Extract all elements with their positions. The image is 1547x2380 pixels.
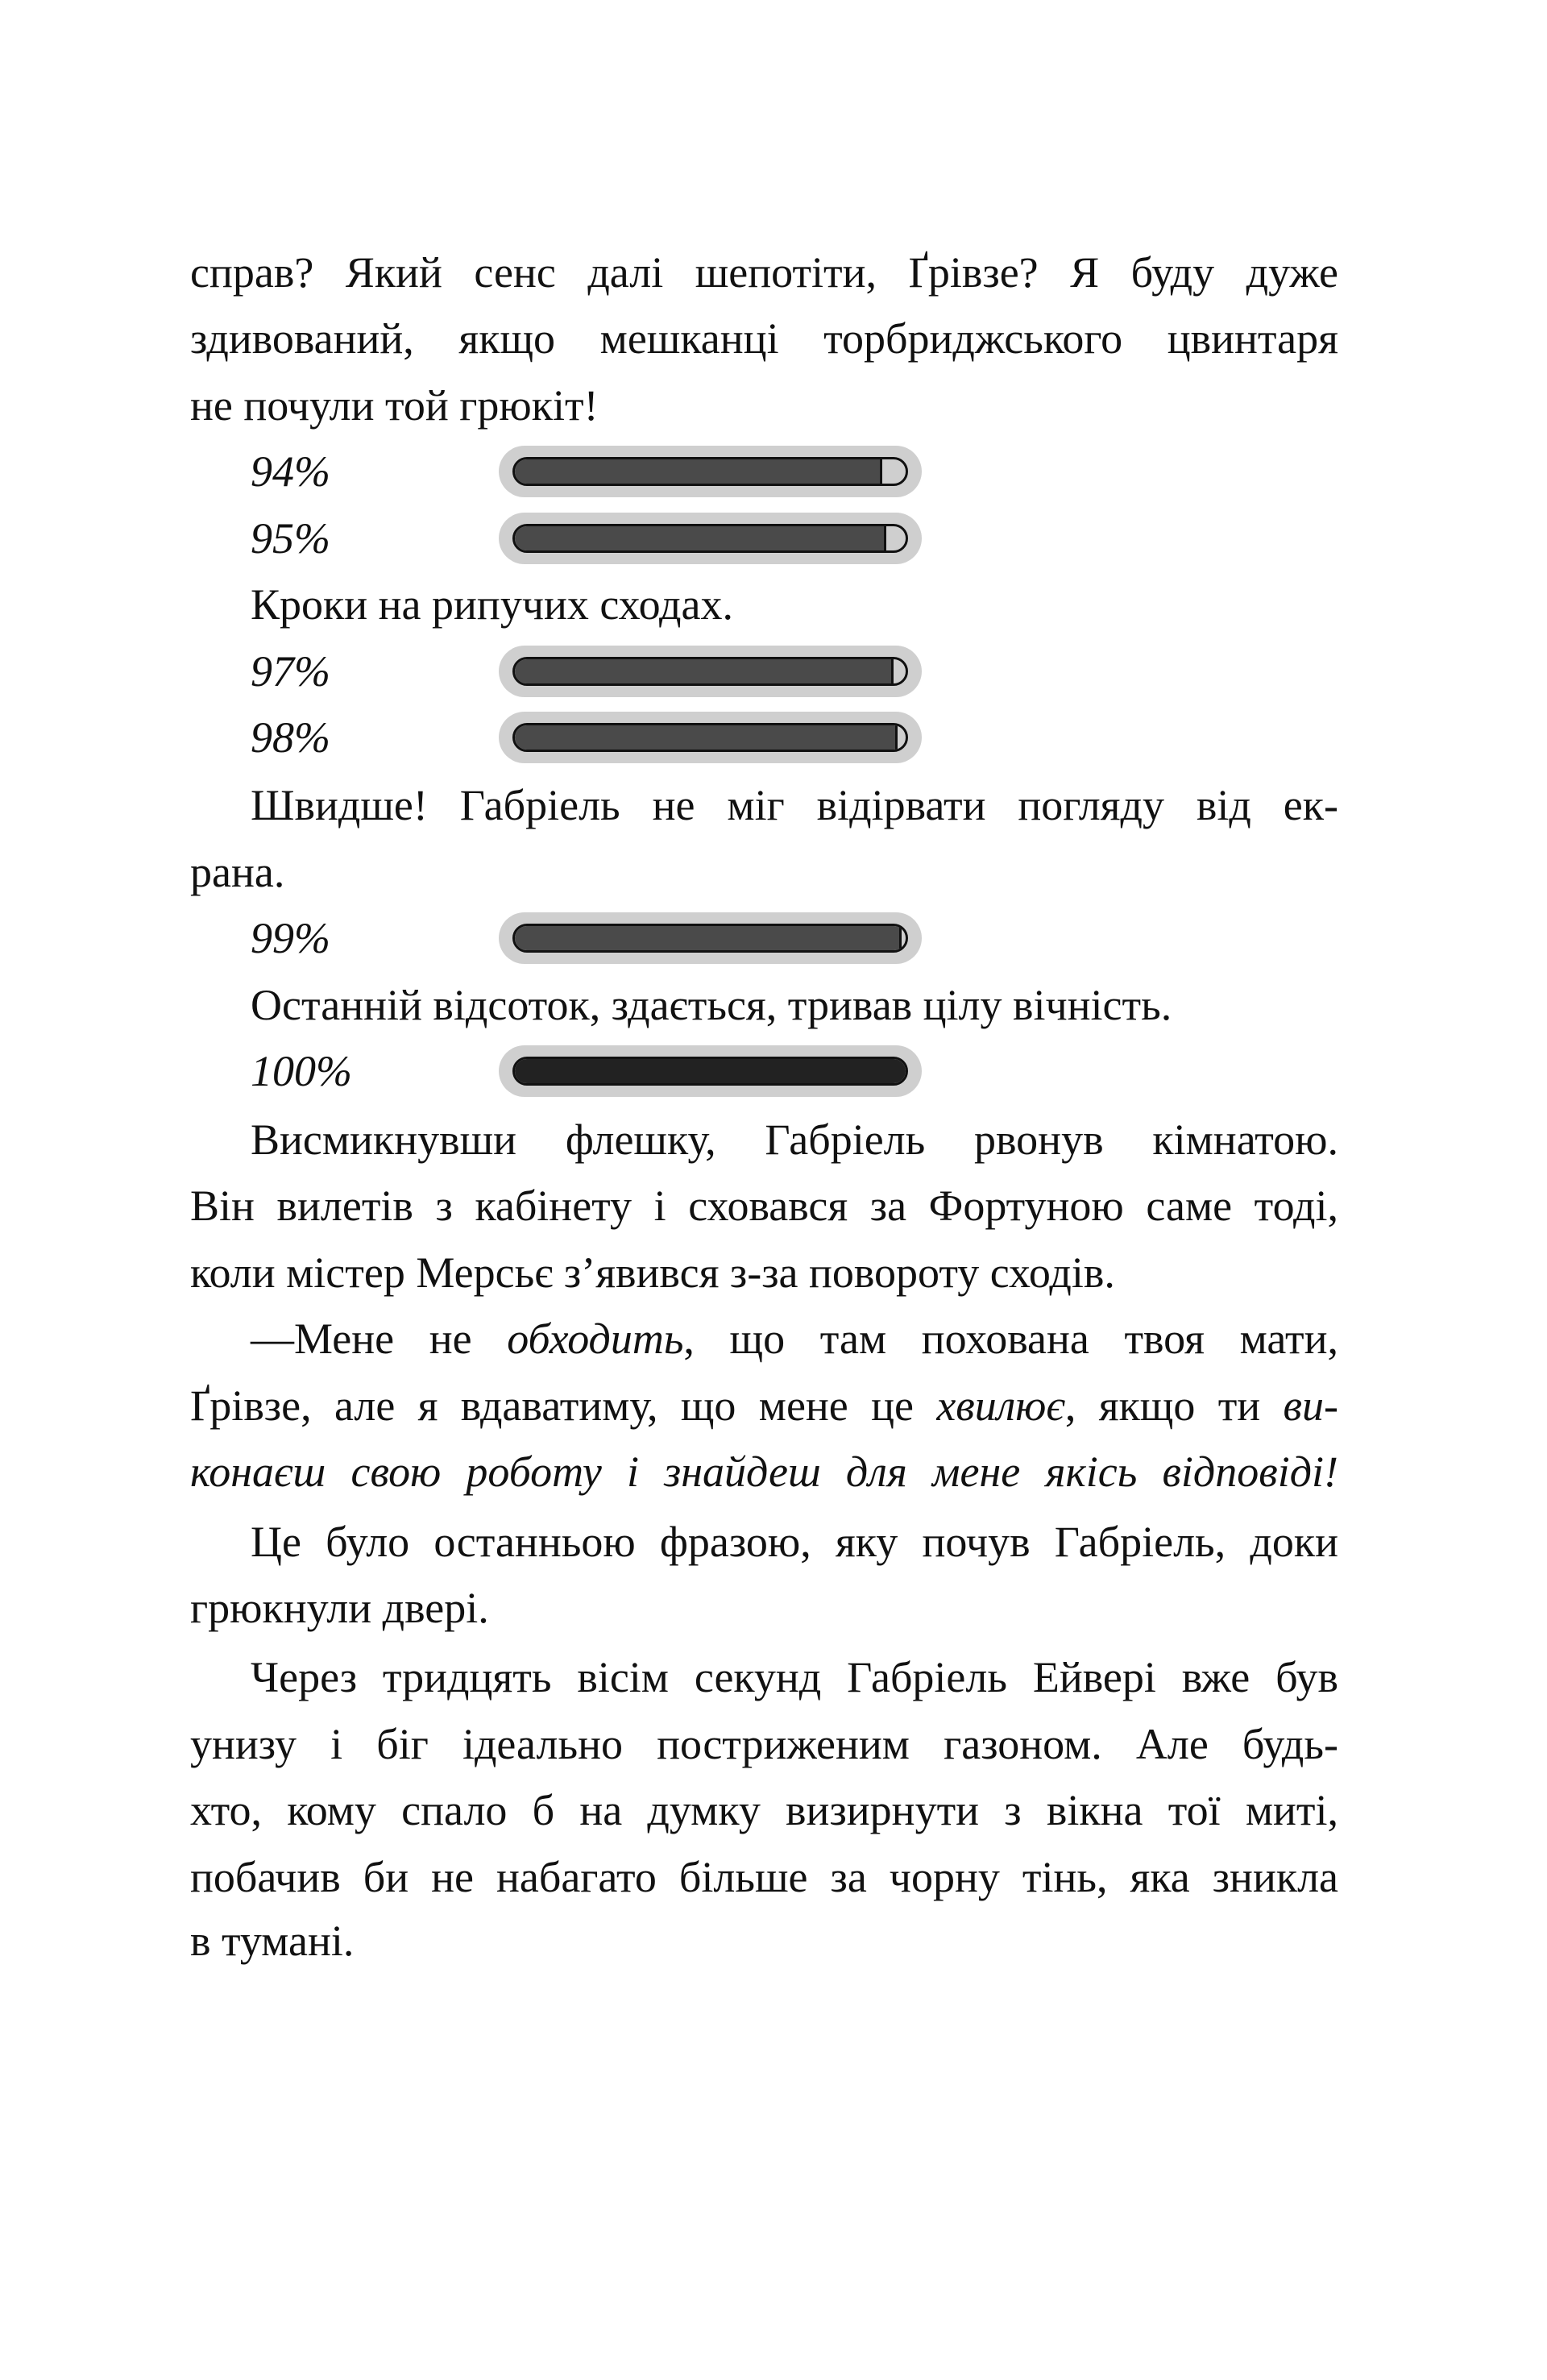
progress-track bbox=[512, 924, 908, 953]
progress-bar bbox=[499, 912, 922, 964]
progress-bar bbox=[499, 646, 922, 697]
progress-percent-label: 99% bbox=[251, 914, 330, 963]
text-line bbox=[190, 1107, 1338, 1173]
progress-fill bbox=[515, 659, 894, 683]
text-segment: Останній відсоток, здається, тривав цілу вічність. bbox=[251, 980, 1172, 1029]
text-line bbox=[190, 1373, 1338, 1439]
progress-percent-label: 94% bbox=[251, 447, 330, 496]
text-segment: коли містер Мерсьє з’явився з-за повороту сходів. bbox=[190, 1248, 1115, 1297]
text-line bbox=[190, 972, 1338, 1038]
text-line bbox=[190, 839, 1338, 905]
text-line bbox=[190, 1711, 1338, 1777]
text-segment: Висмикнувши флешку, Габріель рвонув кімнатою. bbox=[251, 1115, 1338, 1164]
text-segment: не почули той грюкіт! bbox=[190, 380, 599, 430]
progress-fill bbox=[515, 459, 882, 484]
text-segment: , що там похована твоя мати, bbox=[683, 1315, 1338, 1364]
progress-track bbox=[512, 524, 908, 553]
text-line bbox=[190, 305, 1338, 372]
text-segment: Швидше! Габріель не міг відірвати погляду від ек- bbox=[251, 781, 1338, 830]
text-segment: хто, кому спало б на думку визирнути з вікна тої миті, bbox=[190, 1786, 1338, 1835]
text-line bbox=[190, 1306, 1338, 1372]
italic-text: ви- bbox=[1283, 1381, 1338, 1430]
text-segment: Він вилетів з кабінету і сховався за Фортуною саме тоді, bbox=[190, 1182, 1338, 1231]
text-line bbox=[190, 1908, 1338, 1974]
text-segment: , якщо ти bbox=[1064, 1381, 1284, 1430]
text-segment: Ґрівзе, але я вдаватиму, що мене це bbox=[190, 1381, 937, 1430]
progress-fill bbox=[515, 725, 898, 750]
text-segment: в тумані. bbox=[190, 1916, 355, 1965]
text-line bbox=[190, 1509, 1338, 1575]
text-line bbox=[190, 1439, 1338, 1505]
text-line bbox=[190, 1777, 1338, 1843]
text-segment: здивований, якщо мешканці торбриджського цвинтаря bbox=[190, 314, 1338, 363]
italic-text: хвилює bbox=[936, 1381, 1065, 1430]
text-segment: побачив би не набагато більше за чорну тінь, яка зникла bbox=[190, 1852, 1338, 1901]
progress-percent-label: 100% bbox=[251, 1047, 352, 1096]
progress-fill bbox=[515, 526, 886, 550]
progress-track bbox=[512, 1057, 908, 1086]
progress-fill bbox=[515, 1059, 906, 1083]
text-segment: справ? Який сенс далі шепотіти, Ґрівзе? Я буду дуже bbox=[190, 247, 1338, 297]
text-segment: грюкнули двері. bbox=[190, 1584, 489, 1632]
text-segment: Кроки на рипучих сходах. bbox=[251, 580, 733, 629]
progress-bar bbox=[499, 446, 922, 497]
progress-bar bbox=[499, 1045, 922, 1097]
text-line bbox=[190, 1644, 1338, 1710]
progress-track bbox=[512, 457, 908, 486]
text-segment: —Мене не bbox=[251, 1315, 508, 1364]
text-line bbox=[190, 372, 1338, 438]
progress-bar bbox=[499, 513, 922, 564]
text-segment: Це було останньою фразою, яку почув Габріель, доки bbox=[251, 1517, 1338, 1566]
italic-text: обходить bbox=[507, 1315, 684, 1364]
text-line bbox=[190, 239, 1338, 305]
text-segment: рана. bbox=[190, 847, 285, 896]
progress-percent-label: 98% bbox=[251, 713, 330, 762]
text-line bbox=[190, 1575, 1338, 1641]
text-line bbox=[190, 1844, 1338, 1910]
text-line bbox=[190, 1173, 1338, 1239]
italic-text: конаєш свою роботу і знайдеш для мене якісь відповіді! bbox=[190, 1448, 1338, 1497]
progress-track bbox=[512, 723, 908, 752]
text-line bbox=[190, 1240, 1338, 1306]
progress-fill bbox=[515, 926, 902, 950]
text-segment: Через тридцять вісім секунд Габріель Ейвері вже був bbox=[251, 1653, 1338, 1702]
text-segment: унизу і біг ідеально постриженим газоном. Але будь- bbox=[190, 1719, 1338, 1768]
text-line bbox=[190, 571, 1338, 638]
text-line bbox=[190, 772, 1338, 838]
progress-percent-label: 97% bbox=[251, 646, 330, 696]
progress-track bbox=[512, 657, 908, 686]
progress-bar bbox=[499, 712, 922, 763]
progress-percent-label: 95% bbox=[251, 513, 330, 563]
